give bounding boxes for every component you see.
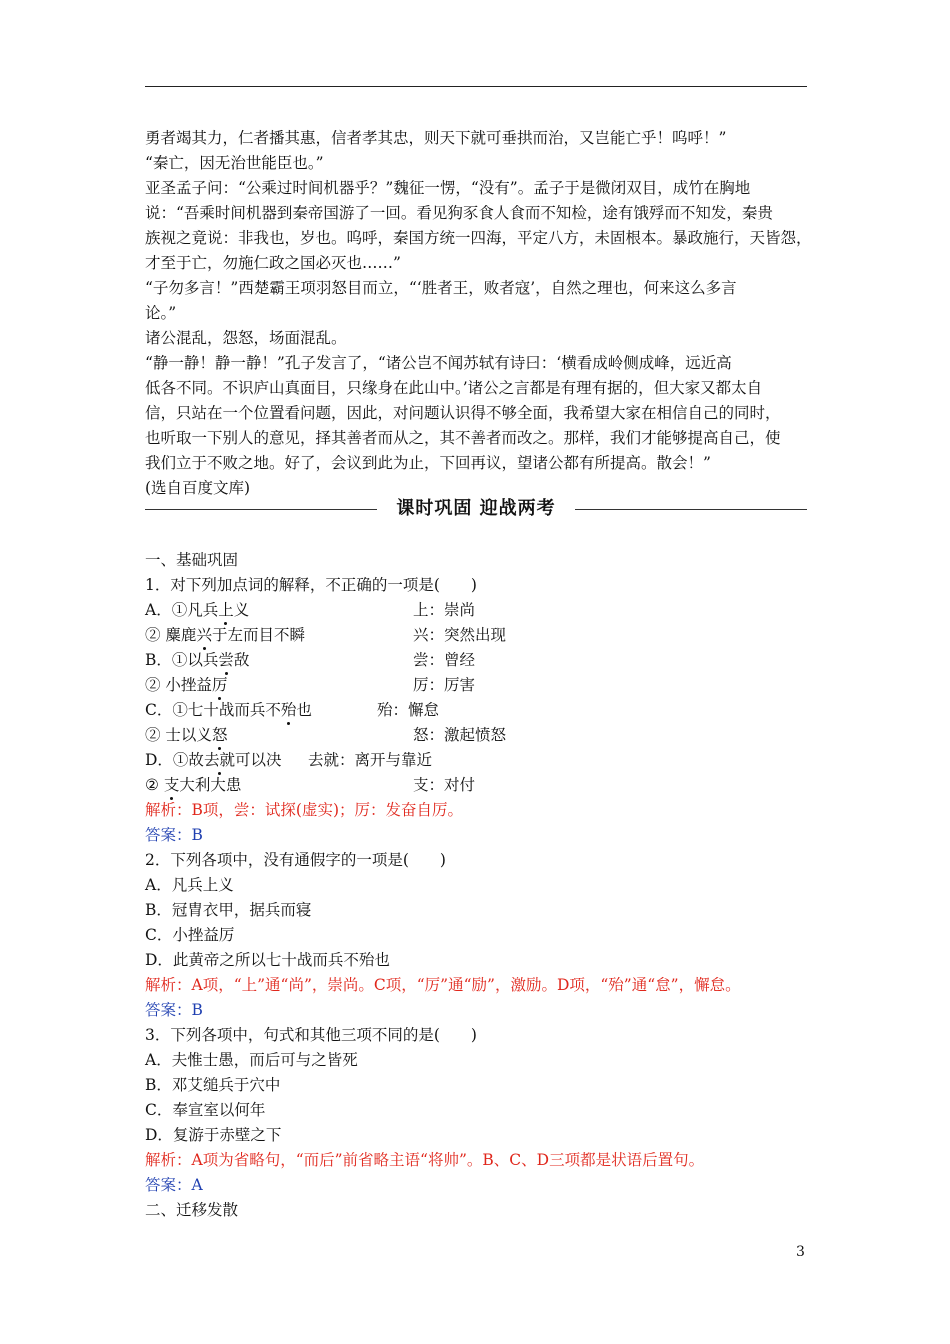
q1-option-c1: C．①七十战而兵不殆也 殆：懈怠 (145, 698, 815, 723)
part2-heading: 二、迁移发散 (145, 1201, 239, 1219)
gloss: 去就：离开与靠近 (308, 751, 433, 769)
q3-option: C．奉宣室以何年 (145, 1101, 266, 1119)
q1-analysis: 解析：B项，尝：试探(虚实)；厉：发奋自厉。 (145, 801, 463, 819)
passage-source: (选自百度文库) (145, 479, 251, 497)
q2-option: D．此黄帝之所以七十战而兵不殆也 (145, 951, 390, 969)
emphasized-word: 尝 (218, 648, 234, 673)
passage-line: 族视之竟说：非我也，岁也。呜呼，秦国方统一四海，平定八方，未固根本。暴政施行，天皆怨， (145, 229, 812, 247)
gloss: 厉：厉害 (413, 676, 476, 694)
q1-option-d1: D．①故去就可以决 去就：离开与靠近 (145, 748, 815, 773)
q2-stem: 2．下列各项中，没有通假字的一项是( ) (145, 851, 446, 869)
q1-stem: 1．对下列加点词的解释，不正确的一项是( ) (145, 576, 477, 594)
passage-line: “子勿多言！”西楚霸王项羽怒目而立，“‘胜者王，败者寇’，自然之理也，何来这么多言 (145, 279, 737, 297)
q3-analysis: 解析：A项为省略句，“而后”前省略主语“将帅”。B、C、D三项都是状语后置句。 (145, 1151, 705, 1169)
exercises (145, 548, 815, 1223)
gloss: 尝：曾经 (413, 651, 476, 669)
q2-answer: 答案：B (145, 1001, 203, 1019)
emphasized-word: 支 (164, 773, 180, 798)
q2-option: C．小挫益厉 (145, 926, 235, 944)
section-rule-right (575, 509, 807, 510)
part1-heading: 一、基础巩固 (145, 551, 239, 569)
emphasized-word: 去就 (204, 748, 235, 773)
section-title: 课时巩固 迎战两考 (396, 498, 556, 519)
q2-option: A．凡兵上义 (145, 876, 234, 894)
passage-line: 说：“吾乘时间机器到秦帝国游了一回。看见狗豕食人食而不知检，途有饿殍而不知发，秦贵 (145, 204, 773, 222)
emphasized-word: 厉 (212, 673, 228, 698)
q1-option-c2: ② 士以义怒 怒：激起愤怒 (145, 723, 815, 748)
q1-option-a1: A．①凡兵上义 上：崇尚 (145, 598, 815, 623)
passage-line: 低各不同。不识庐山真面目，只缘身在此山中。’诸公之言都是有理有据的，但大家又都太自 (145, 379, 763, 397)
q2-option: B．冠胄衣甲，据兵而寝 (145, 901, 312, 919)
gloss: 兴：突然出现 (413, 626, 507, 644)
q1-answer: 答案：B (145, 826, 203, 844)
passage (145, 126, 810, 501)
emphasized-word: 怒 (212, 723, 228, 748)
q1-option-b1: B．①以兵尝敌 尝：曾经 (145, 648, 815, 673)
q2-analysis: 解析：A项，“上”通“尚”，崇尚。C项，“厉”通“励”，激励。D项，“殆”通“怠”，懈怠。 (145, 976, 741, 994)
gloss: 支：对付 (413, 776, 476, 794)
q1-option-a2: ② 麋鹿兴于左而目不瞬 兴：突然出现 (145, 623, 815, 648)
q3-answer: 答案：A (145, 1176, 203, 1194)
gloss: 怒：激起愤怒 (413, 726, 507, 744)
passage-line: 才至于亡，勿施仁政之国必灭也……” (145, 254, 401, 272)
passage-line: 论。” (145, 304, 177, 322)
q3-option: A．夫惟士愚，而后可与之皆死 (145, 1051, 358, 1069)
gloss: 上：崇尚 (413, 601, 476, 619)
passage-line: 也听取一下别人的意见，择其善者而从之，其不善者而改之。那样，我们才能够提高自己，使 (145, 429, 781, 447)
page-number: 3 (796, 1244, 805, 1260)
passage-line: 诸公混乱，怨怒，场面混乱。 (145, 329, 347, 347)
q3-option: B．邓艾缒兵于穴中 (145, 1076, 281, 1094)
section-heading (145, 496, 807, 522)
passage-line: 我们立于不败之地。好了，会议到此为止，下回再议，望诸公都有所提高。散会！” (145, 454, 711, 472)
emphasized-word: 兴 (196, 623, 212, 648)
passage-line: “秦亡，因无治世能臣也。” (145, 154, 324, 172)
passage-line: 勇者竭其力，仁者播其惠，信者孝其忠，则天下就可垂拱而治，又岂能亡乎！呜呼！” (145, 129, 727, 147)
passage-line: 信，只站在一个位置看问题，因此，对问题认识得不够全面，我希望大家在相信自己的同时， (145, 404, 781, 422)
q1-option-d2: ② 支大利大患 支：对付 (145, 773, 815, 798)
q3-stem: 3．下列各项中，句式和其他三项不同的是( ) (145, 1026, 477, 1044)
q1-option-b2: ② 小挫益厉 厉：厉害 (145, 673, 815, 698)
gloss: 殆：懈怠 (377, 701, 440, 719)
emphasized-word: 殆 (281, 698, 297, 723)
passage-line: 亚圣孟子问：“公乘过时间机器乎？”魏征一愣，“没有”。孟子于是微闭双目，成竹在胸地 (145, 179, 751, 197)
emphasized-word: 上 (218, 598, 234, 623)
header-rule (145, 86, 807, 87)
section-rule-left (145, 509, 377, 510)
q3-option: D．复游于赤壁之下 (145, 1126, 282, 1144)
passage-line: “静一静！静一静！”孔子发言了，“诸公岂不闻苏轼有诗曰：‘横看成岭侧成峰，远近高 (145, 354, 732, 372)
